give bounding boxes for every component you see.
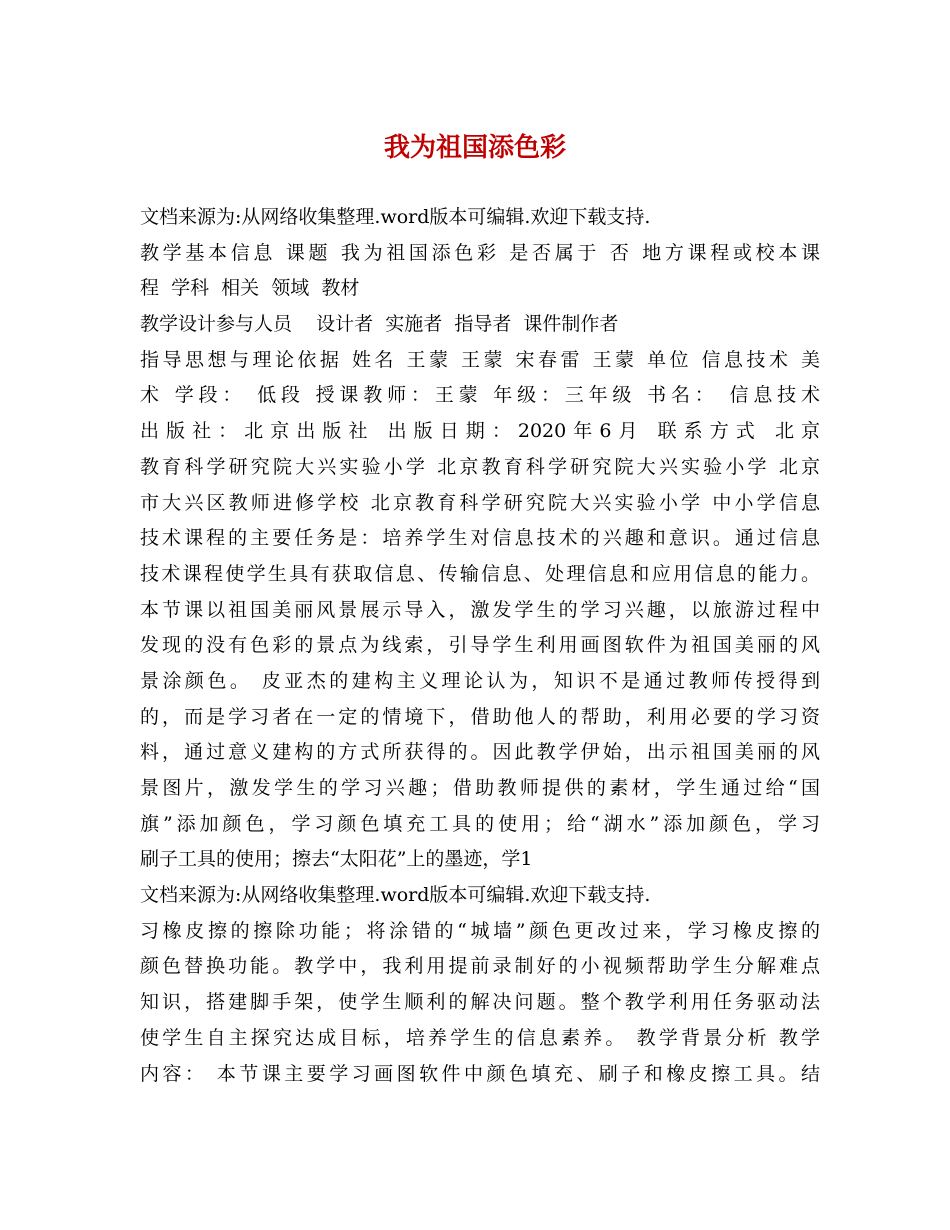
body-line: 使学生自主探究达成目标，培养学生的信息素养。 教学背景分析 教学	[140, 1026, 820, 1049]
body-line: 教学基本信息 课题 我为祖国添色彩 是否属于 否 地方课程或校本课	[140, 241, 820, 264]
document-title: 我为祖国添色彩	[383, 133, 566, 163]
body-line: 景图片，激发学生的学习兴趣；借助教师提供的素材，学生通过给“国	[140, 777, 820, 799]
body-line: 技术课程的主要任务是：培养学生对信息技术的兴趣和意识。通过信息	[140, 527, 820, 550]
body-line: 技术课程使学生具有获取信息、传输信息、处理信息和应用信息的能力。	[140, 562, 820, 585]
document-body	[140, 200, 820, 1092]
body-line: 指导思想与理论依据 姓名 王蒙 王蒙 宋春雷 王蒙 单位 信息技术 美	[140, 348, 820, 371]
body-line: 旗”添加颜色，学习颜色填充工具的使用；给“湖水”添加颜色，学习	[140, 812, 820, 835]
body-line: 料，通过意义建构的方式所获得的。因此教学伊始，出示祖国美丽的风	[140, 741, 820, 764]
body-line: 颜色替换功能。教学中，我利用提前录制好的小视频帮助学生分解难点	[140, 955, 820, 978]
body-line: 习橡皮擦的擦除功能；将涂错的“城墙”颜色更改过来，学习橡皮擦的	[140, 919, 820, 942]
body-line: 出版社：北京出版社 出版日期：2020年6月 联系方式 北京	[140, 420, 820, 443]
body-line: 的，而是学习者在一定的情境下，借助他人的帮助，利用必要的学习资	[140, 705, 820, 728]
body-line: 教学设计参与人员 设计者 实施者 指导者 课件制作者	[140, 313, 619, 336]
body-line: 市大兴区教师进修学校 北京教育科学研究院大兴实验小学 中小学信息	[140, 491, 820, 514]
body-line: 景涂颜色。 皮亚杰的建构主义理论认为，知识不是通过教师传授得到	[140, 669, 820, 692]
source-note-line: 文档来源为:从网络收集整理.word版本可编辑.欢迎下载支持.	[140, 206, 651, 228]
body-line: 术 学段： 低段 授课教师：王蒙 年级：三年级 书名： 信息技术	[140, 384, 820, 407]
body-line: 内容： 本节课主要学习画图软件中颜色填充、刷子和橡皮擦工具。结	[140, 1062, 820, 1085]
body-line: 本节课以祖国美丽风景展示导入，激发学生的学习兴趣，以旅游过程中	[140, 598, 820, 621]
body-line: 发现的没有色彩的景点为线索，引导学生利用画图软件为祖国美丽的风	[140, 634, 820, 657]
body-line: 刷子工具的使用；擦去“太阳花”上的墨迹，学1	[140, 848, 533, 871]
body-line: 知识，搭建脚手架，使学生顺利的解决问题。整个教学利用任务驱动法	[140, 991, 820, 1014]
source-note-line: 文档来源为:从网络收集整理.word版本可编辑.欢迎下载支持.	[140, 884, 651, 907]
body-line: 程 学科 相关 领域 教材	[140, 277, 360, 300]
body-line: 教育科学研究院大兴实验小学 北京教育科学研究院大兴实验小学 北京	[140, 455, 820, 478]
